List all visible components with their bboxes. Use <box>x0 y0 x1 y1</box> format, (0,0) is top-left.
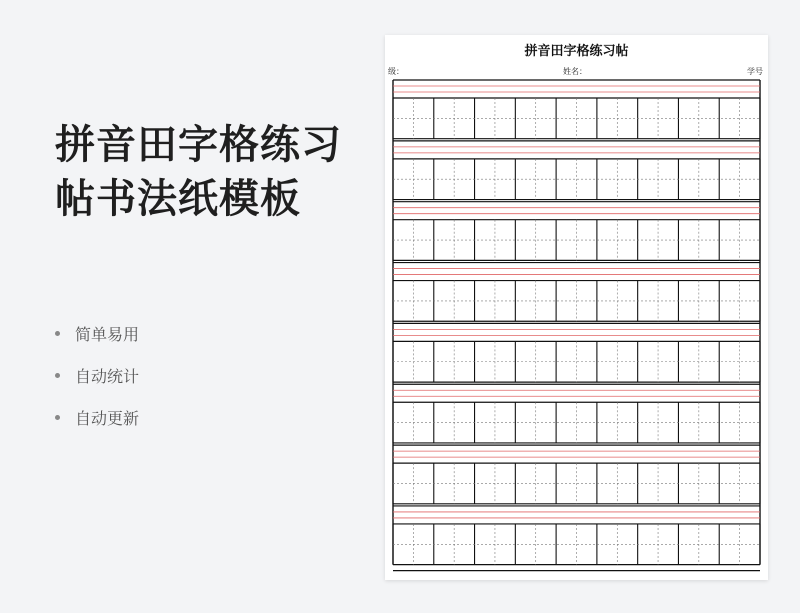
feature-list <box>55 312 139 438</box>
sheet-title: 拼音田字格练习帖 <box>524 44 629 59</box>
bullet-dot-icon <box>55 331 60 336</box>
feature-label: 自动统计 <box>75 366 140 386</box>
feature-item <box>55 396 139 438</box>
bullet-dot-icon <box>55 373 60 378</box>
headline-line-1: 拼音田字格练习 <box>55 122 342 168</box>
feature-item <box>55 354 139 396</box>
feature-label: 简单易用 <box>75 324 140 344</box>
class-label: 级： <box>388 67 404 76</box>
feature-label: 自动更新 <box>75 408 140 428</box>
bullet-dot-icon <box>55 415 60 420</box>
headline <box>55 118 342 226</box>
tianzige-grid <box>385 35 768 580</box>
name-label: 姓名： <box>563 67 587 76</box>
headline-line-2: 帖书法纸模板 <box>55 176 301 222</box>
student-id-label: 学号 <box>747 67 763 76</box>
practice-sheet-preview <box>385 35 768 580</box>
feature-item <box>55 312 139 354</box>
